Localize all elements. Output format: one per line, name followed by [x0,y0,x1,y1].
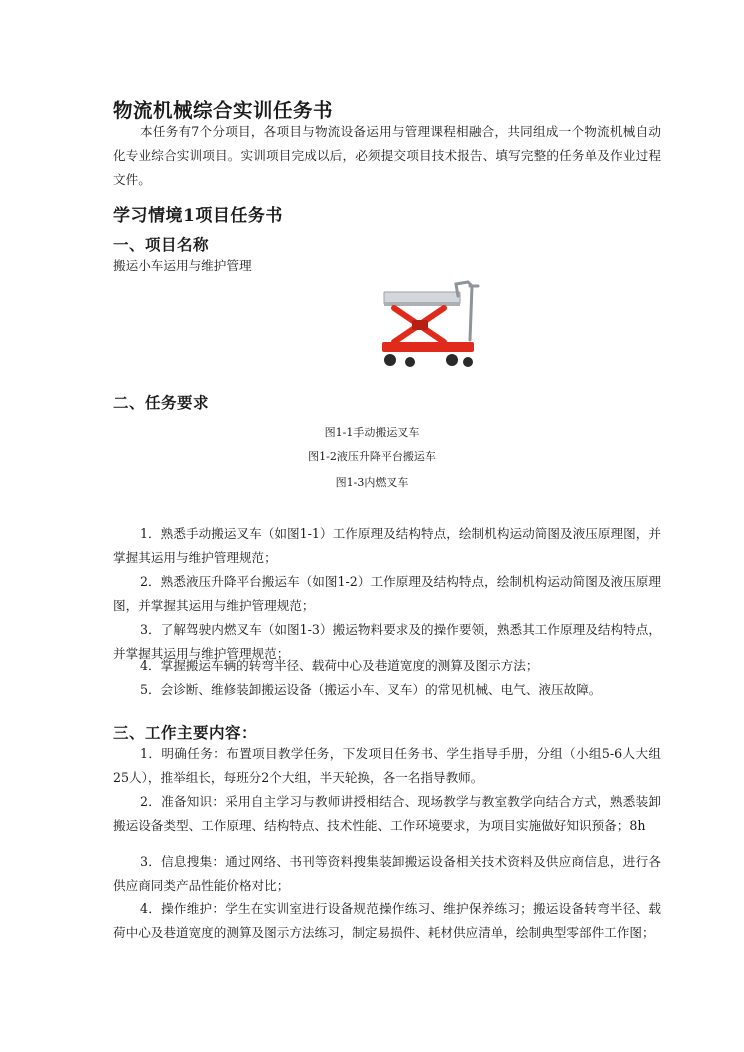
front-wheel-left [384,354,396,366]
requirement-item-5: 5．会诊断、维修装卸搬运设备（搬运小车、叉车）的常见机械、电气、液压故障。 [140,682,602,697]
rear-wheel-right [463,357,473,367]
work-item-3: 3．信息搜集：通过网络、书刊等资料搜集装卸搬运设备相关技术资料及供应商信息，进行各供应商同类产品性能价格对比； [113,854,661,893]
section1-heading: 一、项目名称 [113,235,210,254]
work-item-4: 4．操作维护：学生在实训室进行设备规范操作练习、维护保养练习；搬运设备转弯半径、载荷中心及巷道宽度的测算及图示方法练习，制定易损件、耗材供应清单，绘制典型零部件工作图； [113,901,661,940]
lift-cart-image [380,280,490,380]
requirement-item-4: 4．掌握搬运车辆的转弯半径、载荷中心及巷道宽度的测算及图示方法； [140,658,539,673]
front-wheel-right [405,357,415,367]
figure-caption-2: 图1-2液压升降平台搬运车 [308,450,436,463]
hydraulic-cylinder [412,320,428,330]
situation-heading: 学习情境1项目任务书 [113,206,283,226]
work-item-2: 2．准备知识：采用自主学习与教师讲授相结合、现场教学与教室教学向结合方式，熟悉装卸搬运设备类型、工作原理、结构特点、技术性能、工作环境要求，为项目实施做好知识预备；8h [113,794,661,833]
section2-heading: 二、任务要求 [113,393,210,412]
document-title: 物流机械综合实训任务书 [113,99,334,122]
rear-wheel-left [446,354,458,366]
section3-heading: 三、工作主要内容： [113,723,258,742]
figure-caption-1: 图1-1手动搬运叉车 [324,426,420,439]
cart-handle [456,282,472,340]
cart-base-frame [382,342,474,352]
figure-caption-3: 图1-3内燃叉车 [335,476,409,489]
intro-paragraph: 本任务有7个分项目，各项目与物流设备运用与管理课程相融合，共同组成一个物流机械自动化专业综合实训项目。实训项目完成以后，必须提交项目技术报告、填写完整的任务单及作业过程文件。 [113,124,661,187]
requirement-item-2: 2．熟悉液压升降平台搬运车（如图1-2）工作原理及结构特点，绘制机构运动简图及液压原理图，并掌握其运用与维护管理规范； [113,574,661,613]
project-name-text: 搬运小车运用与维护管理 [113,258,252,273]
requirement-item-1: 1．熟悉手动搬运叉车（如图1-1）工作原理及结构特点，绘制机构运动简图及液压原理图，并掌握其运用与维护管理规范； [113,526,661,565]
requirement-item-3: 3．了解驾驶内燃叉车（如图1-3）搬运物料要求及的操作要领，熟悉其工作原理及结构特点，并掌握其运用与维护管理规范； [113,622,661,661]
work-item-1: 1．明确任务：布置项目教学任务，下发项目任务书、学生指导手册，分组（小组5-6人大组25人），推举组长，每班分2个大组，半天轮换，各一名指导教师。 [113,746,661,785]
